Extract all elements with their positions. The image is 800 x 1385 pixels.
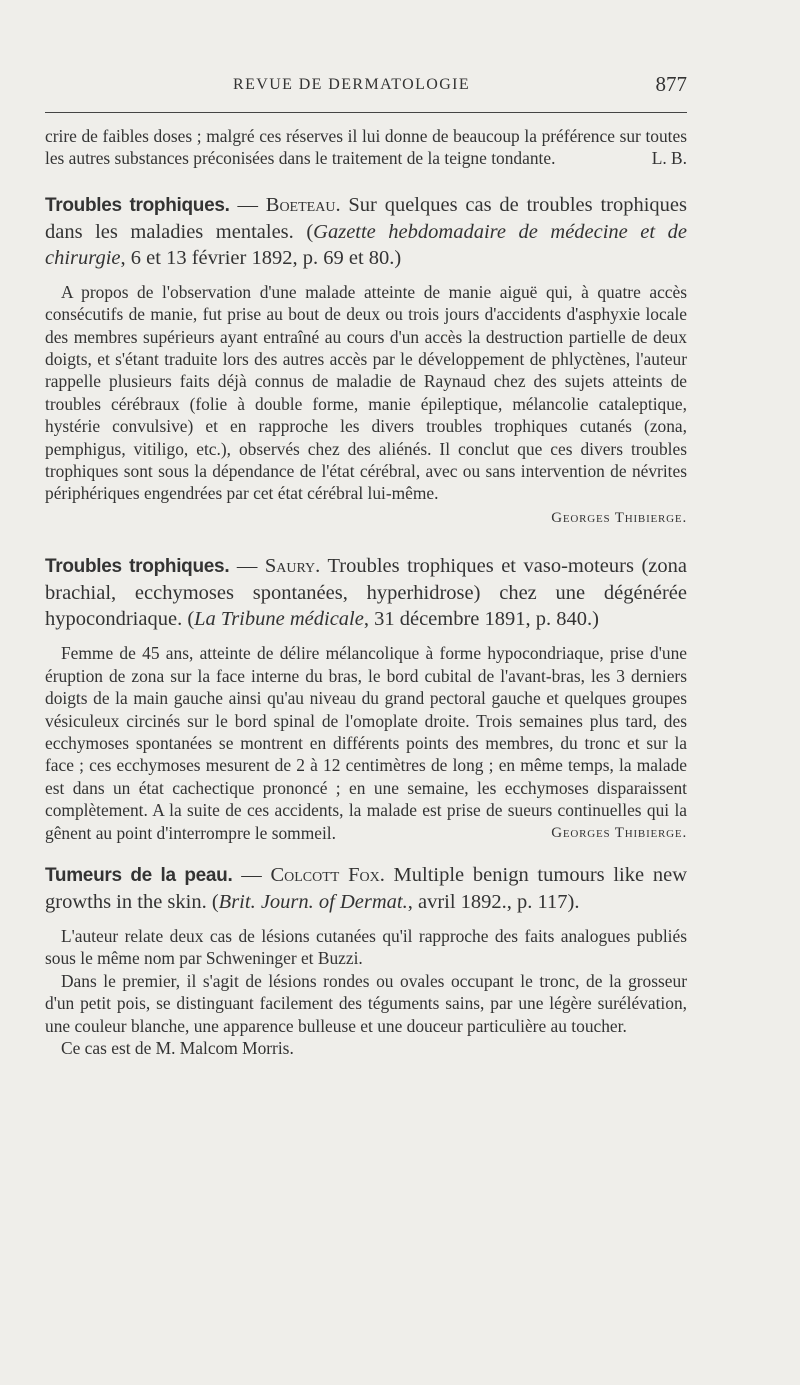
article-1-paragraph-1: A propos de l'observation d'une malade atteinte de manie aiguë qui, à quatre accès consécutifs de manie, fut prise au bout de deux ou trois jours d'accidents d'asphyxie locale des membres supérieurs ayant entraîné au cours d'un accès la destruction partielle de deux doigts, et s'étant traduite lors des autres accès par le développement de phlyctènes, l'auteur rappelle plusieurs faits déjà connus de maladie de Raynaud chez des sujets atteints de troubles cérébraux (folie à double forme, manie épileptique, mélancolie cataleptique, hystérie convulsive) et en rapproche les divers troubles trophiques cutanés (zona, pemphigus, vitiligo, etc.), observés chez des aliénés. Il conclut que ces divers troubles trophiques sont sous la dépendance de l'état cérébral, avec ou sans intervention de névrites périphériques engendrées par cet état cérébral lui-même. bbox=[45, 281, 687, 504]
page-number: 877 bbox=[655, 72, 687, 96]
continuation-block bbox=[45, 125, 687, 170]
article-2-citation: , 31 décembre 1891, p. 840.) bbox=[363, 608, 599, 631]
article-3-dash: — bbox=[232, 863, 271, 886]
article-3-paragraph-2: Dans le premier, il s'agit de lésions rondes ou ovales occupant le tronc, de la grosseur d'un petit pois, se distinguant facilement des téguments sains, par une légère surélévation, une couleur blanche, une apparence bulleuse et une douceur particulière au toucher. bbox=[45, 970, 687, 1036]
continuation-signature: L. B. bbox=[651, 148, 687, 169]
article-1-author: Boeteau bbox=[265, 193, 336, 216]
page-content bbox=[45, 125, 687, 1059]
continuation-text: crire de faibles doses ; malgré ces réserves il lui donne de beaucoup la préférence sur toutes les autres substances préconisées dans le traitement de la teigne tondante. bbox=[45, 126, 687, 169]
article-3-keyword: Tumeurs de la peau. bbox=[45, 864, 233, 886]
article-2 bbox=[45, 553, 687, 844]
article-2-paragraph-1-text: Femme de 45 ans, atteinte de délire mélancolique à forme hypocondriaque, prise d'une éruption de zona sur la face interne du bras, le bord cubital de l'avant-bras, les 3 derniers doigts de la main gauche ainsi qu'au niveau du grand pectoral gauche et quelques groupes vésiculeux circinés sur le bord spinal de l'omoplate droite. Trois semaines plus tard, des ecchymoses spontanées se montrent en différents points des membres, du tronc et sur la face ; ces ecchymoses mesurent de 2 à 12 centimètres de long ; en même temps, la malade est dans un état cachectique prononcé ; en une semaine, les ecchymoses disparaissent complètement. A la suite de ces accidents, la malade est prise de sueurs continuelles qui la gênent au point d'interrompre le sommeil. bbox=[45, 643, 687, 843]
article-3-paragraph-3: Ce cas est de M. Malcom Morris. bbox=[61, 1037, 294, 1058]
article-3 bbox=[45, 862, 687, 1059]
article-1-keyword: Troubles trophiques. bbox=[45, 194, 230, 216]
article-1-citation: , 6 et 13 février 1892, p. 69 et 80.) bbox=[120, 246, 402, 269]
running-title: REVUE DE DERMATOLOGIE bbox=[233, 76, 471, 93]
article-3-heading bbox=[45, 862, 687, 915]
article-1-heading bbox=[45, 192, 687, 271]
article-3-citation: , avril 1892., p. 117). bbox=[407, 890, 580, 913]
article-1-title: . Sur quelques cas de troubles trophiques dans les maladies mentales. ( bbox=[45, 193, 687, 243]
article-3-author: Colcott Fox bbox=[270, 863, 380, 886]
article-1 bbox=[45, 192, 687, 529]
article-1-signature: Georges Thibierge. bbox=[551, 509, 687, 526]
article-3-title: . Multiple benign tumours like new growths in the skin. ( bbox=[45, 863, 687, 913]
page-header bbox=[45, 72, 687, 113]
article-2-heading bbox=[45, 553, 687, 632]
article-1-dash: — bbox=[229, 193, 266, 216]
article-2-journal: La Tribune médicale bbox=[194, 608, 364, 631]
continuation-paragraph bbox=[45, 125, 687, 170]
article-2-dash: — bbox=[229, 555, 265, 578]
article-2-title: . Troubles trophiques et vaso-moteurs (zona brachial, ecchymoses spontanées, hyperhidrose) chez une dégénérée hypocondriaque. ( bbox=[45, 555, 688, 631]
article-2-paragraph-1 bbox=[45, 642, 687, 844]
article-3-journal: Brit. Journ. of Dermat. bbox=[218, 890, 408, 913]
article-2-keyword: Troubles trophiques. bbox=[45, 556, 230, 578]
article-2-author: Saury bbox=[264, 555, 316, 578]
article-2-signature: Georges Thibierge. bbox=[551, 824, 687, 841]
article-3-paragraph-1: L'auteur relate deux cas de lésions cutanées qu'il rapproche des faits analogues publiés sous le même nom par Schweninger et Buzzi. bbox=[45, 925, 687, 969]
article-1-journal: Gazette hebdomadaire de médecine et de chirurgie bbox=[45, 220, 687, 269]
